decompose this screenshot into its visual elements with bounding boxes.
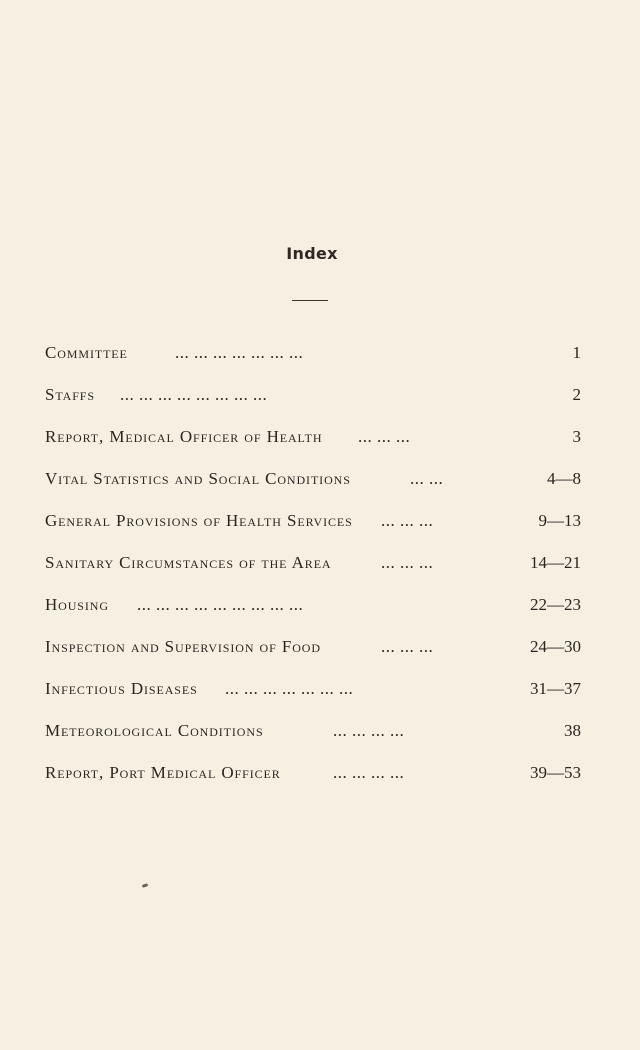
toc-entry-infectious-diseases: [45, 676, 581, 718]
toc-entry-housing: [45, 592, 581, 634]
toc-entry-label: Report, Port Medical Officer: [45, 763, 281, 782]
leader-dots: ... ... ... ...: [333, 763, 405, 782]
leader-dots: ... ... ...: [381, 553, 434, 572]
toc-entry-label: Committee: [45, 343, 128, 362]
toc-entry-page: 2: [572, 385, 581, 404]
toc-entry-report-moh: [45, 424, 581, 466]
toc-entry-label: Inspection and Supervision of Food: [45, 637, 321, 656]
toc-entry-page: 22—23: [530, 595, 581, 614]
toc-entry-meteorological: [45, 718, 581, 760]
toc-entry-label: Staffs: [45, 385, 95, 404]
toc-entry-staffs: [45, 382, 581, 424]
leader-dots: ... ... ... ... ... ... ... ... ...: [137, 595, 304, 614]
page-title: Index: [286, 244, 338, 263]
toc-entry-page: 9—13: [538, 511, 581, 530]
toc-entry-page: 39—53: [530, 763, 581, 782]
toc-entry-page: 31—37: [530, 679, 581, 698]
toc-entry-sanitary: [45, 550, 581, 592]
toc-entry-page: 1: [572, 343, 581, 362]
toc-entry-food-inspection: [45, 634, 581, 676]
leader-dots: ... ... ...: [381, 637, 434, 656]
toc-entry-committee: [45, 340, 581, 382]
table-of-contents: [45, 340, 581, 802]
toc-entry-page: 4—8: [547, 469, 581, 488]
toc-entry-label: Housing: [45, 595, 109, 614]
toc-entry-port-medical: [45, 760, 581, 802]
toc-entry-label: Sanitary Circumstances of the Area: [45, 553, 332, 572]
leader-dots: ... ...: [410, 469, 444, 488]
toc-entry-label: Meteorological Conditions: [45, 721, 264, 740]
toc-entry-vital-statistics: [45, 466, 581, 508]
toc-entry-page: 14—21: [530, 553, 581, 572]
leader-dots: ... ... ...: [358, 427, 411, 446]
toc-entry-page: 38: [564, 721, 581, 740]
leader-dots: ... ... ... ... ... ... ... ...: [120, 385, 268, 404]
leader-dots: ... ... ... ... ... ... ...: [225, 679, 354, 698]
toc-entry-page: 24—30: [530, 637, 581, 656]
title-rule: [292, 300, 328, 301]
paper-speck: [142, 883, 149, 888]
toc-entry-label: General Provisions of Health Services: [45, 511, 353, 530]
leader-dots: ... ... ... ... ... ... ...: [175, 343, 304, 362]
leader-dots: ... ... ... ...: [333, 721, 405, 740]
leader-dots: ... ... ...: [381, 511, 434, 530]
toc-entry-label: Vital Statistics and Social Conditions: [45, 469, 351, 488]
toc-entry-page: 3: [572, 427, 581, 446]
toc-entry-label: Infectious Diseases: [45, 679, 198, 698]
toc-entry-general-provisions: [45, 508, 581, 550]
toc-entry-label: Report, Medical Officer of Health: [45, 427, 323, 446]
